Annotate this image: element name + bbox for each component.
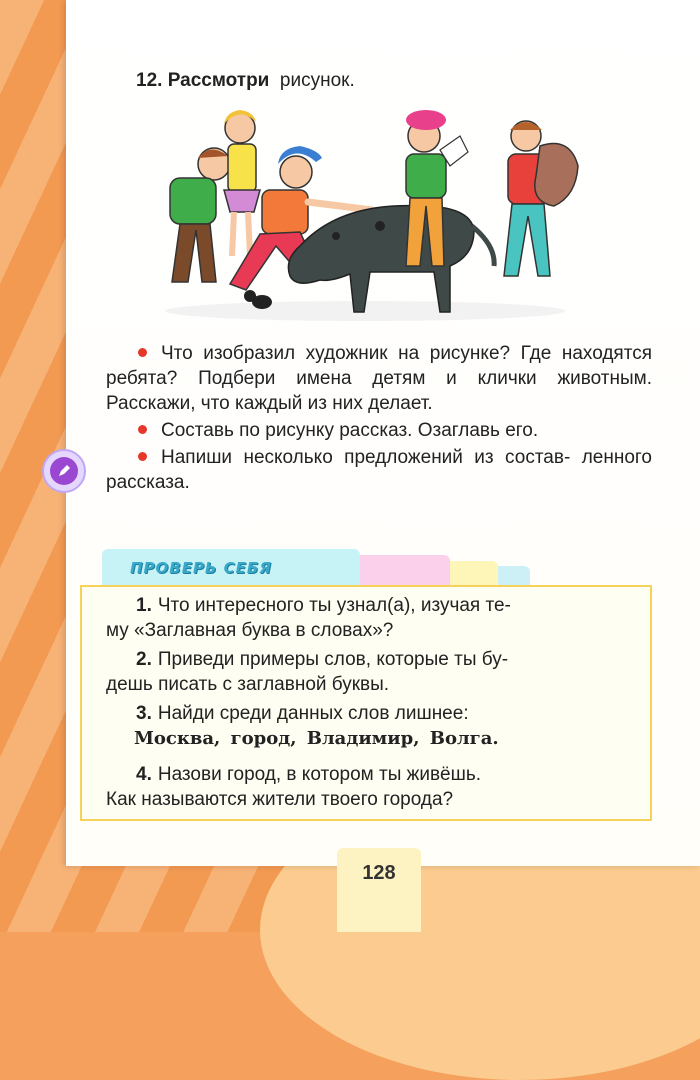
exercise-title-bold: Рассмотри xyxy=(167,70,270,91)
task-2 xyxy=(106,418,652,443)
page-number-tab xyxy=(337,848,421,932)
child-2-figure xyxy=(224,110,260,256)
check-yourself-tab xyxy=(102,549,360,587)
pen-icon xyxy=(42,449,86,493)
child-5-figure xyxy=(504,121,578,276)
question-4: 4. Назови город, в котором ты живёшь. Как называются жители твоего города? xyxy=(106,764,482,810)
child-1-figure xyxy=(170,148,230,282)
task-1-line1: Что изобразил художник на рисунке? Где xyxy=(161,343,552,364)
task-1-rest: находятся ребята? Подбери имена детям и клички животным. Расскажи, что каждый из них делает. xyxy=(106,343,652,414)
question-1: 1. Что интересного ты узнал(а), изучая те- му «Заглавная буква в словах»? xyxy=(106,595,511,641)
task-list xyxy=(106,341,652,497)
exercise-title-rest: рисунок. xyxy=(279,70,355,91)
task-3-rest: ленного рассказа. xyxy=(106,447,652,493)
children-dog-illustration xyxy=(150,106,580,328)
check-yourself-label: ПРОВЕРЬ СЕБЯ xyxy=(130,559,272,577)
bullet-icon xyxy=(138,425,147,434)
word-list: Москва, город, Владимир, Волга. xyxy=(134,728,499,749)
page-number: 128 xyxy=(362,862,396,884)
dog-figure xyxy=(288,206,494,312)
question-3: 3. Найди среди данных слов лишнее: xyxy=(136,703,469,724)
question-2: 2. Приведи примеры слов, которые ты бу- дешь писать с заглавной буквы. xyxy=(106,649,509,695)
exercise-number: 12. xyxy=(136,70,163,91)
task-2-text: Составь по рисунку рассказ. Озаглавь его. xyxy=(161,420,539,441)
task-3-line1: Напиши несколько предложений из состав- xyxy=(161,447,571,468)
bullet-icon xyxy=(138,452,147,461)
exercise-title xyxy=(136,70,355,92)
bullet-icon xyxy=(138,348,147,357)
task-3 xyxy=(106,445,652,495)
task-1 xyxy=(106,341,652,416)
